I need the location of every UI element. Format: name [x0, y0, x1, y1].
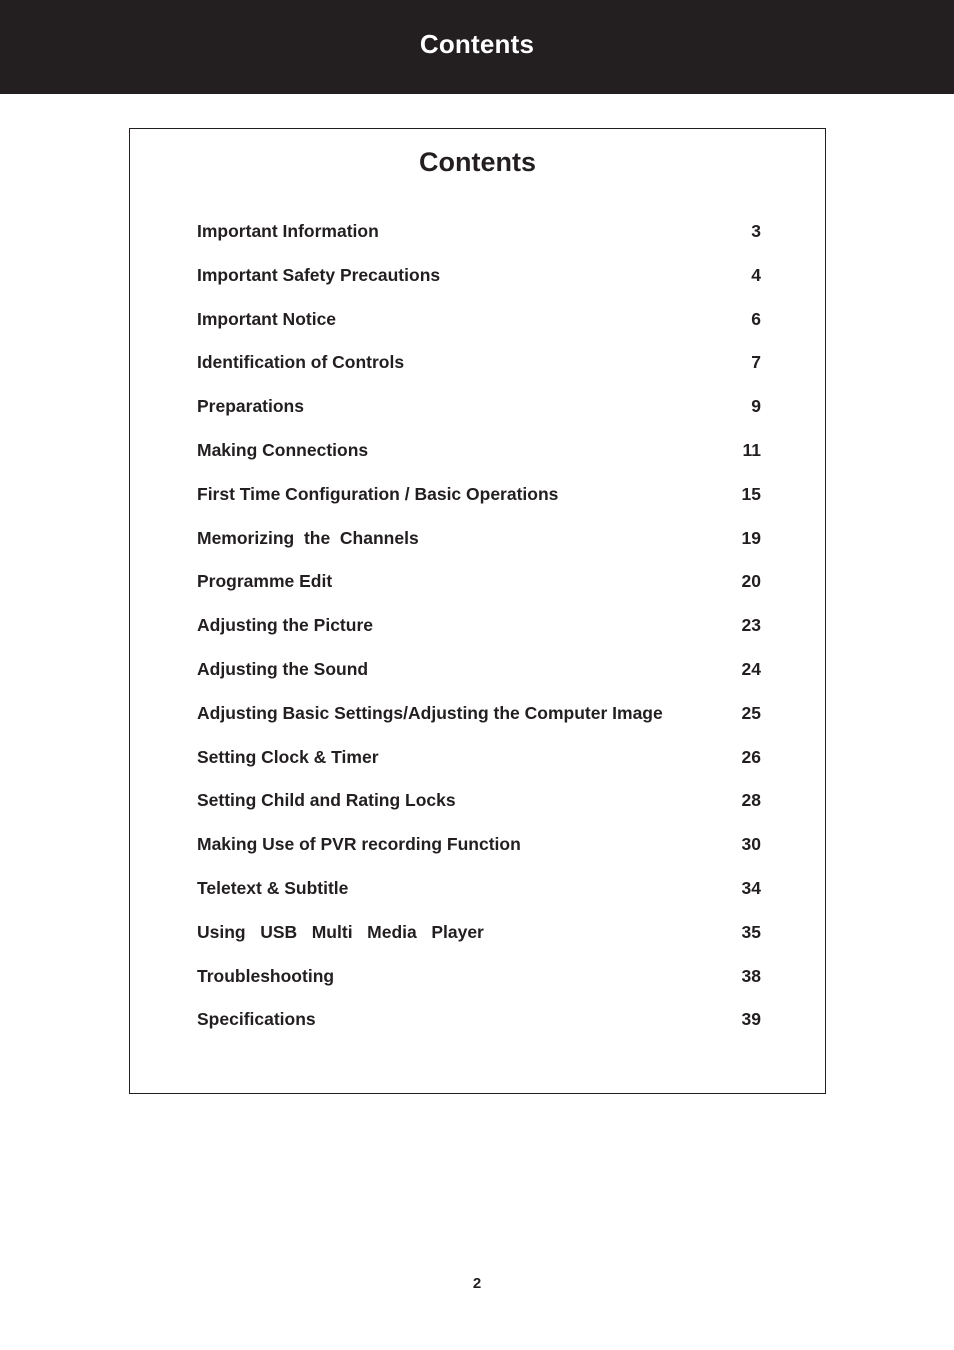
toc-entry-adjusting-basic-settings	[197, 703, 761, 747]
header-title: Contents	[419, 28, 535, 59]
toc-entry-important-notice	[197, 309, 761, 353]
toc-entry-label: Setting Clock & Timer	[197, 746, 379, 767]
toc-entry-page: 3	[751, 221, 761, 241]
toc-entry-label: Teletext & Subtitle	[197, 877, 349, 898]
toc-entry-page: 4	[751, 264, 761, 285]
toc-entry-label: Adjusting the Sound	[197, 658, 369, 679]
toc-entry-page: 39	[741, 1009, 761, 1030]
toc-entry-setting-child-rating-locks	[197, 790, 761, 834]
toc-entry-page: 20	[741, 571, 761, 592]
toc-entry-important-safety-precautions	[197, 265, 761, 309]
toc-entry-page: 7	[751, 352, 761, 373]
toc-entry-label: Troubleshooting	[197, 965, 335, 986]
toc-entry-adjusting-the-sound	[197, 659, 761, 703]
toc-entry-page: 11	[742, 439, 761, 460]
toc-entry-label: Important Notice	[197, 308, 337, 329]
toc-entry-page: 23	[741, 615, 761, 636]
toc-entry-making-connections	[197, 440, 761, 484]
toc-entry-page: 34	[741, 877, 761, 898]
toc-entry-label: Setting Child and Rating Locks	[197, 790, 456, 811]
toc-entry-troubleshooting	[197, 966, 761, 1010]
toc-entry-page: 35	[741, 921, 761, 942]
toc-entry-page: 15	[741, 483, 761, 504]
toc-entry-label: Using USB Multi Media Player	[197, 921, 484, 942]
toc-entry-pvr-recording-function	[197, 834, 761, 878]
toc-entry-page: 28	[741, 790, 761, 811]
toc-entry-teletext-subtitle	[197, 878, 761, 922]
toc-entry-usb-multi-media-player	[197, 922, 761, 966]
toc-entry-page: 30	[741, 834, 761, 855]
toc-entry-label: First Time Configuration / Basic Operations	[197, 483, 559, 504]
toc-entry-label: Memorizing the Channels	[197, 527, 419, 548]
toc-entry-page: 26	[741, 746, 761, 767]
page-number: 2	[472, 1275, 482, 1292]
toc-entry-setting-clock-timer	[197, 747, 761, 791]
toc-entry-label: Adjusting Basic Settings/Adjusting the Computer Image	[197, 702, 663, 723]
toc-entry-page: 6	[751, 308, 761, 329]
toc-entry-specifications	[197, 1009, 761, 1053]
toc-entry-programme-edit	[197, 571, 761, 615]
toc-entry-page: 19	[741, 527, 761, 548]
table-of-contents	[129, 128, 826, 1094]
toc-entry-preparations	[197, 396, 761, 440]
toc-entry-label: Adjusting the Picture	[197, 615, 373, 636]
toc-entry-page: 38	[741, 965, 761, 986]
toc-entry-label: Programme Edit	[197, 571, 333, 592]
toc-entry-important-information	[197, 221, 761, 265]
toc-entry-label: Preparations	[197, 396, 304, 417]
toc-entry-page: 9	[751, 396, 761, 417]
toc-list	[197, 221, 761, 1053]
toc-entry-page: 24	[741, 658, 761, 679]
toc-entry-memorizing-the-channels	[197, 528, 761, 572]
toc-entry-label: Specifications	[197, 1009, 316, 1030]
toc-entry-label: Important Safety Precautions	[197, 264, 441, 285]
toc-entry-first-time-configuration	[197, 484, 761, 528]
toc-title: Contents	[419, 147, 536, 177]
toc-entry-label: Making Connections	[197, 439, 369, 460]
toc-entry-label: Making Use of PVR recording Function	[197, 834, 521, 855]
toc-entry-page: 25	[741, 702, 761, 723]
toc-entry-identification-of-controls	[197, 352, 761, 396]
header-bar	[0, 0, 954, 94]
toc-entry-adjusting-the-picture	[197, 615, 761, 659]
toc-entry-label: Important Information	[197, 221, 379, 241]
toc-entry-label: Identification of Controls	[197, 352, 405, 373]
